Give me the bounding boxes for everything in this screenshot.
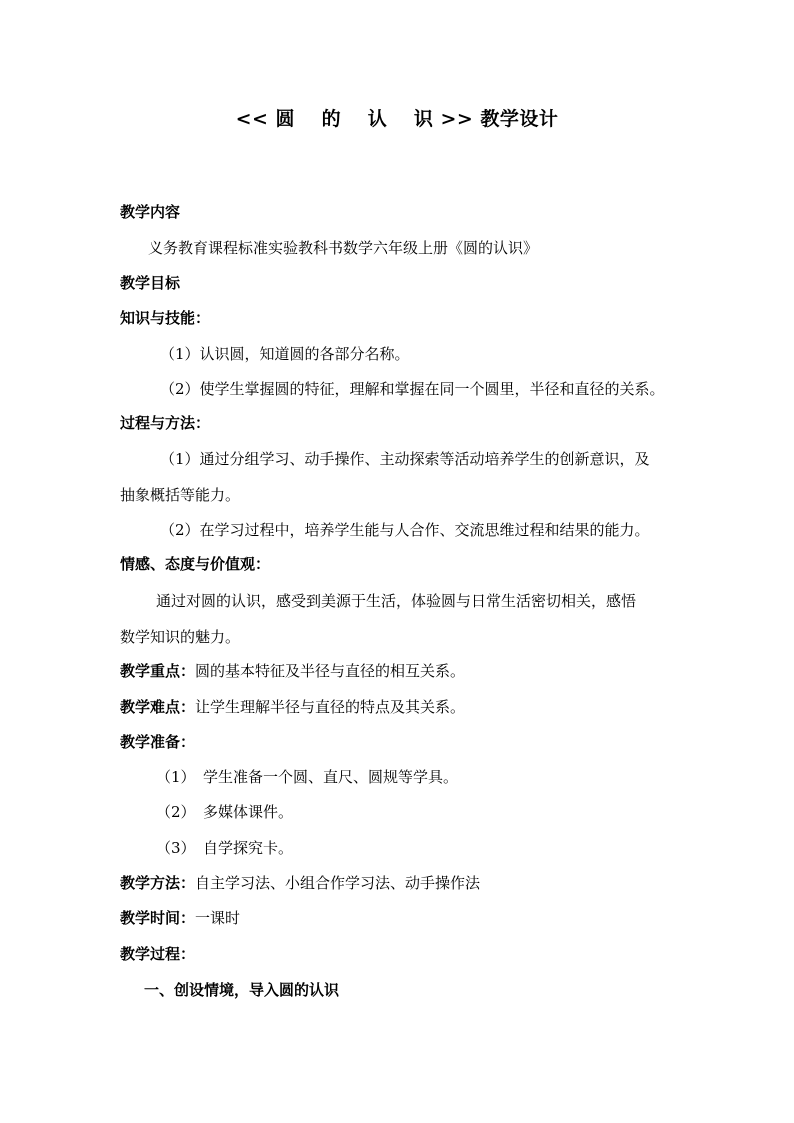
time-label: 教学时间： [120,909,196,927]
knowledge-item-1: （1）认识圆，知道圆的各部分名称。 [160,345,410,363]
preparation-item-3: （3） 自学探究卡。 [156,839,294,857]
method-text: 自主学习法、小组合作学习法、动手操作法 [195,874,481,892]
knowledge-item-2: （2）使学生掌握圆的特征，理解和掌握在同一个圆里，半径和直径的关系。 [160,380,665,398]
process-heading: 过程与方法： [120,414,211,432]
difficulty-text: 让学生理解半径与直径的特点及其关系。 [195,698,466,716]
process-item-2: （2）在学习过程中，培养学生能与人合作、交流思维过程和结果的能力。 [160,521,650,539]
preparation-heading: 教学准备： [120,733,196,751]
document-title: << 圆 的 认 识 >> 教学设计 [235,108,559,130]
preparation-item-2: （2） 多媒体课件。 [156,803,294,821]
process-item-1-line-2: 抽象概括等能力。 [120,486,241,504]
emotion-heading: 情感、态度与价值观： [120,555,271,573]
emotion-line-1: 通过对圆的认识，感受到美源于生活，体验圆与日常生活密切相关，感悟 [156,592,637,610]
method-label: 教学方法： [120,874,196,892]
preparation-item-1: （1） 学生准备一个圆、直尺、圆规等学具。 [156,768,459,786]
process-item-1-line-1: （1）通过分组学习、动手操作、主动探索等活动培养学生的创新意识，及 [160,450,650,468]
method [120,873,680,893]
knowledge-heading: 知识与技能： [120,309,211,327]
procedure-heading: 教学过程： [120,945,196,963]
difficulty-label: 教学难点： [120,698,196,716]
time-text: 一课时 [195,909,241,927]
objectives-heading: 教学目标 [120,274,181,292]
procedure-section-1: 一、创设情境，导入圆的认识 [144,981,340,999]
emotion-line-2: 数学知识的魅力。 [120,628,241,646]
difficulty [120,697,680,717]
content-text: 义务教育课程标准实验教科书数学六年级上册《圆的认识》 [148,239,539,257]
time [120,908,680,928]
key-point-text: 圆的基本特征及半径与直径的相互关系。 [195,662,466,680]
key-point-label: 教学重点： [120,662,196,680]
key-point [120,661,680,681]
content-heading: 教学内容 [120,203,181,221]
